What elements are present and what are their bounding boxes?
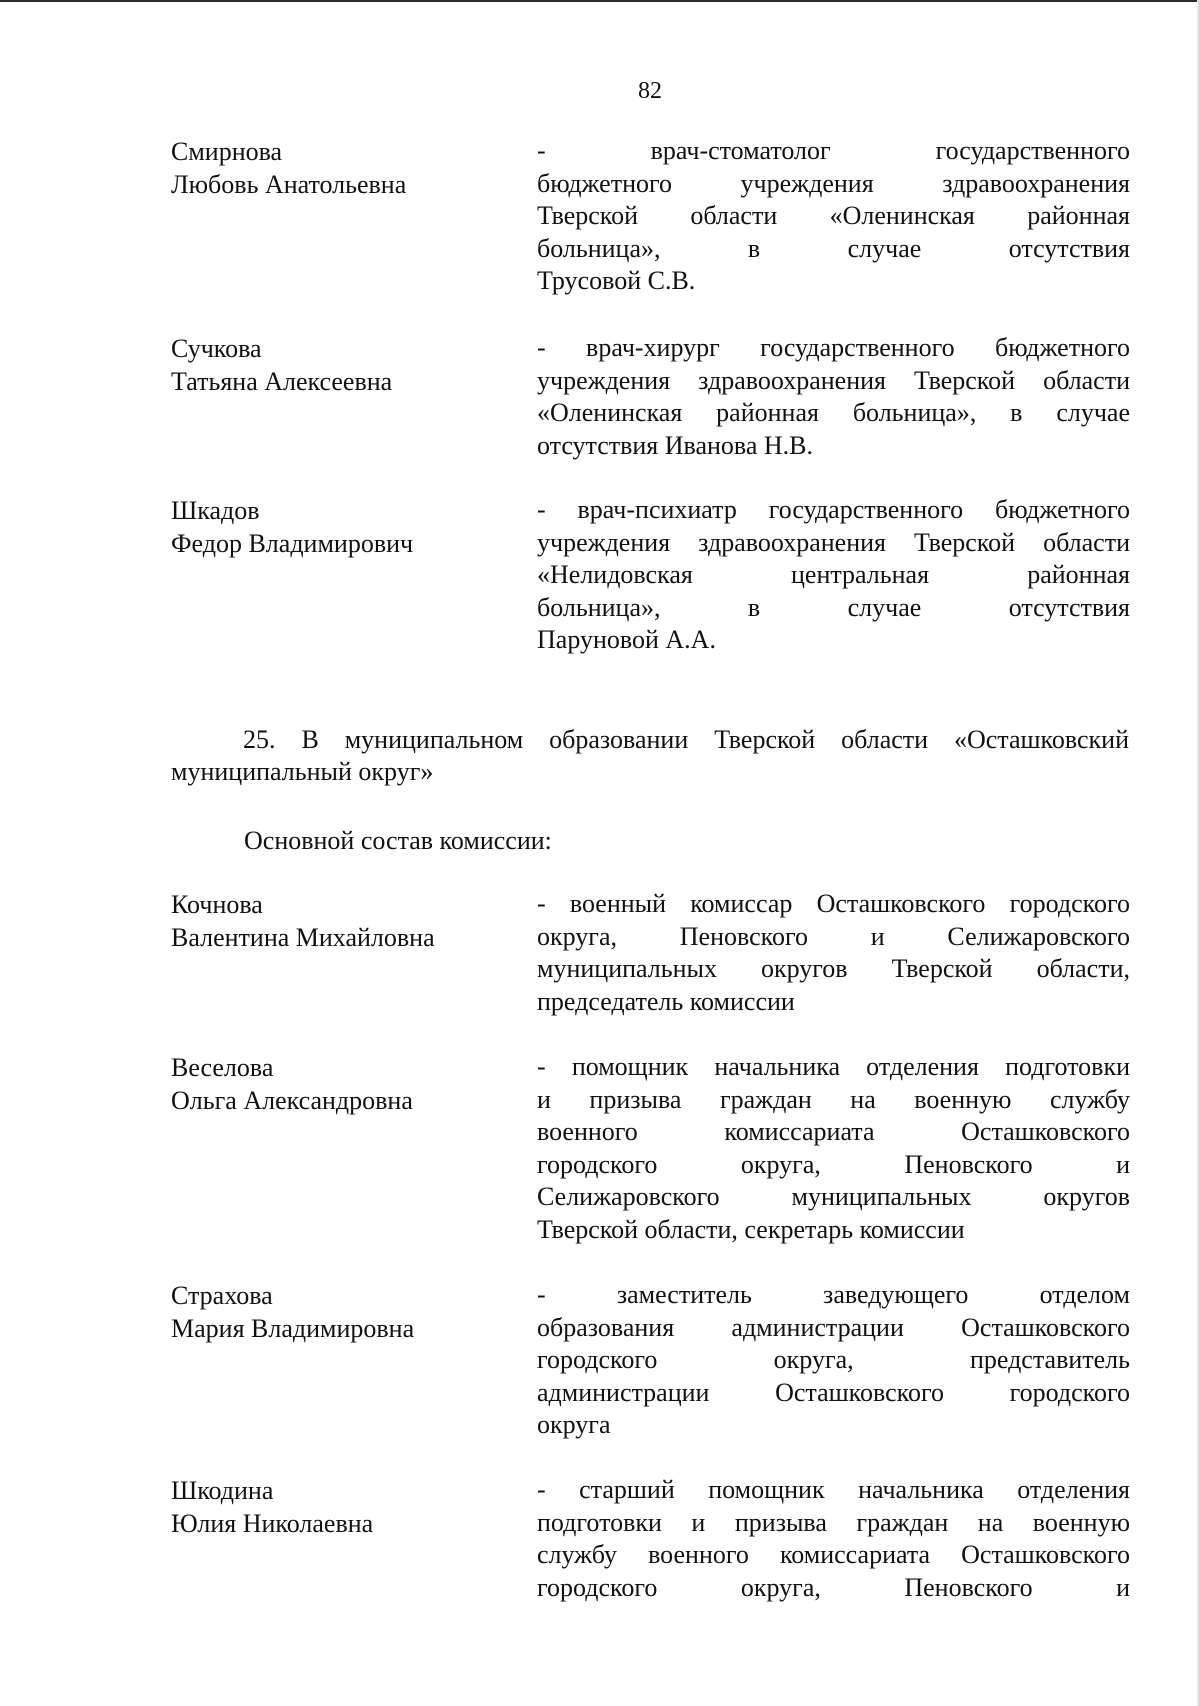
member-position [537,888,1130,1018]
position-line: образования администрации Осташковского [537,1312,1130,1342]
position-line: - врач-хирург государственного бюджетного [537,333,1130,362]
section-heading-line: 25. В муниципальном образовании Тверской области «Осташковский [243,725,1129,754]
position-line: Тверской области, секретарь комиссии [537,1214,965,1244]
member-name [171,1474,501,1540]
position-line: городского округа, представитель [537,1345,1130,1374]
member-surname: Шкодина [171,1476,274,1505]
position-line: бюджетного учреждения здравоохранения [537,168,1130,198]
position-line: муниципальных округов Тверской области, [537,954,1130,983]
member-given-names: Юлия Николаевна [171,1509,374,1538]
member-surname: Кочнова [171,890,263,919]
member-name [171,888,501,954]
position-line: - врач-психиатр государственного бюджетного [537,495,1130,524]
position-line: администрации Осташковского городского [537,1377,1130,1407]
member-given-names: Федор Владимирович [171,529,414,558]
member-position [537,494,1130,657]
position-line: учреждения здравоохранения Тверской области [537,365,1130,395]
member-name [171,1279,501,1345]
member-given-names: Валентина Михайловна [171,923,435,952]
subsection-title: Основной состав комиссии: [244,826,552,855]
position-line: - военный комиссар Осташковского городского [537,889,1130,918]
position-line: учреждения здравоохранения Тверской области [537,527,1130,557]
position-line: Селижаровского муниципальных округов [537,1182,1130,1211]
member-surname: Страхова [171,1281,273,1310]
position-line: подготовки и призыва граждан на военную [537,1507,1130,1537]
position-line: - помощник начальника отделения подготовки [537,1052,1130,1081]
member-position [537,135,1130,298]
position-line: Трусовой С.В. [537,266,696,295]
position-line: и призыва граждан на военную службу [537,1084,1130,1114]
member-given-names: Мария Владимировна [171,1314,415,1343]
position-line: - старший помощник начальника отделения [537,1475,1130,1504]
position-line: отсутствия Иванова Н.В. [537,430,814,460]
position-line: «Нелидовская центральная районная [537,560,1130,589]
member-position [537,1051,1130,1246]
member-given-names: Любовь Анатольевна [171,170,407,199]
position-line: городского округа, Пеновского и [537,1572,1130,1602]
member-name [171,135,501,201]
member-surname: Смирнова [171,137,283,166]
position-line: - врач-стоматолог государственного [537,136,1130,165]
position-line: Тверской области «Оленинская районная [537,201,1130,230]
position-line: председатель комиссии [537,986,795,1016]
member-position [537,1279,1130,1442]
member-surname: Сучкова [171,334,262,363]
position-line: городского округа, Пеновского и [537,1149,1130,1179]
position-line: военного комиссариата Осташковского [537,1117,1130,1146]
position-line: Паруновой А.А. [537,625,716,654]
member-name [171,494,501,560]
member-surname: Шкадов [171,496,260,525]
section-heading [171,724,1129,788]
position-line: «Оленинская районная больница», в случае [537,398,1130,427]
member-name [171,332,501,398]
page-number: 82 [638,78,662,104]
position-line: больница», в случае отсутствия [537,592,1130,622]
member-name [171,1051,501,1117]
member-position [537,332,1130,462]
section-heading-line: муниципальный округ» [171,757,434,786]
position-line: округа, Пеновского и Селижаровского [537,921,1130,951]
member-position [537,1474,1130,1604]
member-surname: Веселова [171,1053,274,1082]
position-line: службу военного комиссариата Осташковского [537,1540,1130,1569]
position-line: - заместитель заведующего отделом [537,1280,1130,1309]
position-line: больница», в случае отсутствия [537,233,1130,263]
position-line: округа [537,1410,611,1439]
member-given-names: Татьяна Алексеевна [171,367,393,396]
member-given-names: Ольга Александровна [171,1086,413,1115]
scan-edge-top [0,0,1200,2]
